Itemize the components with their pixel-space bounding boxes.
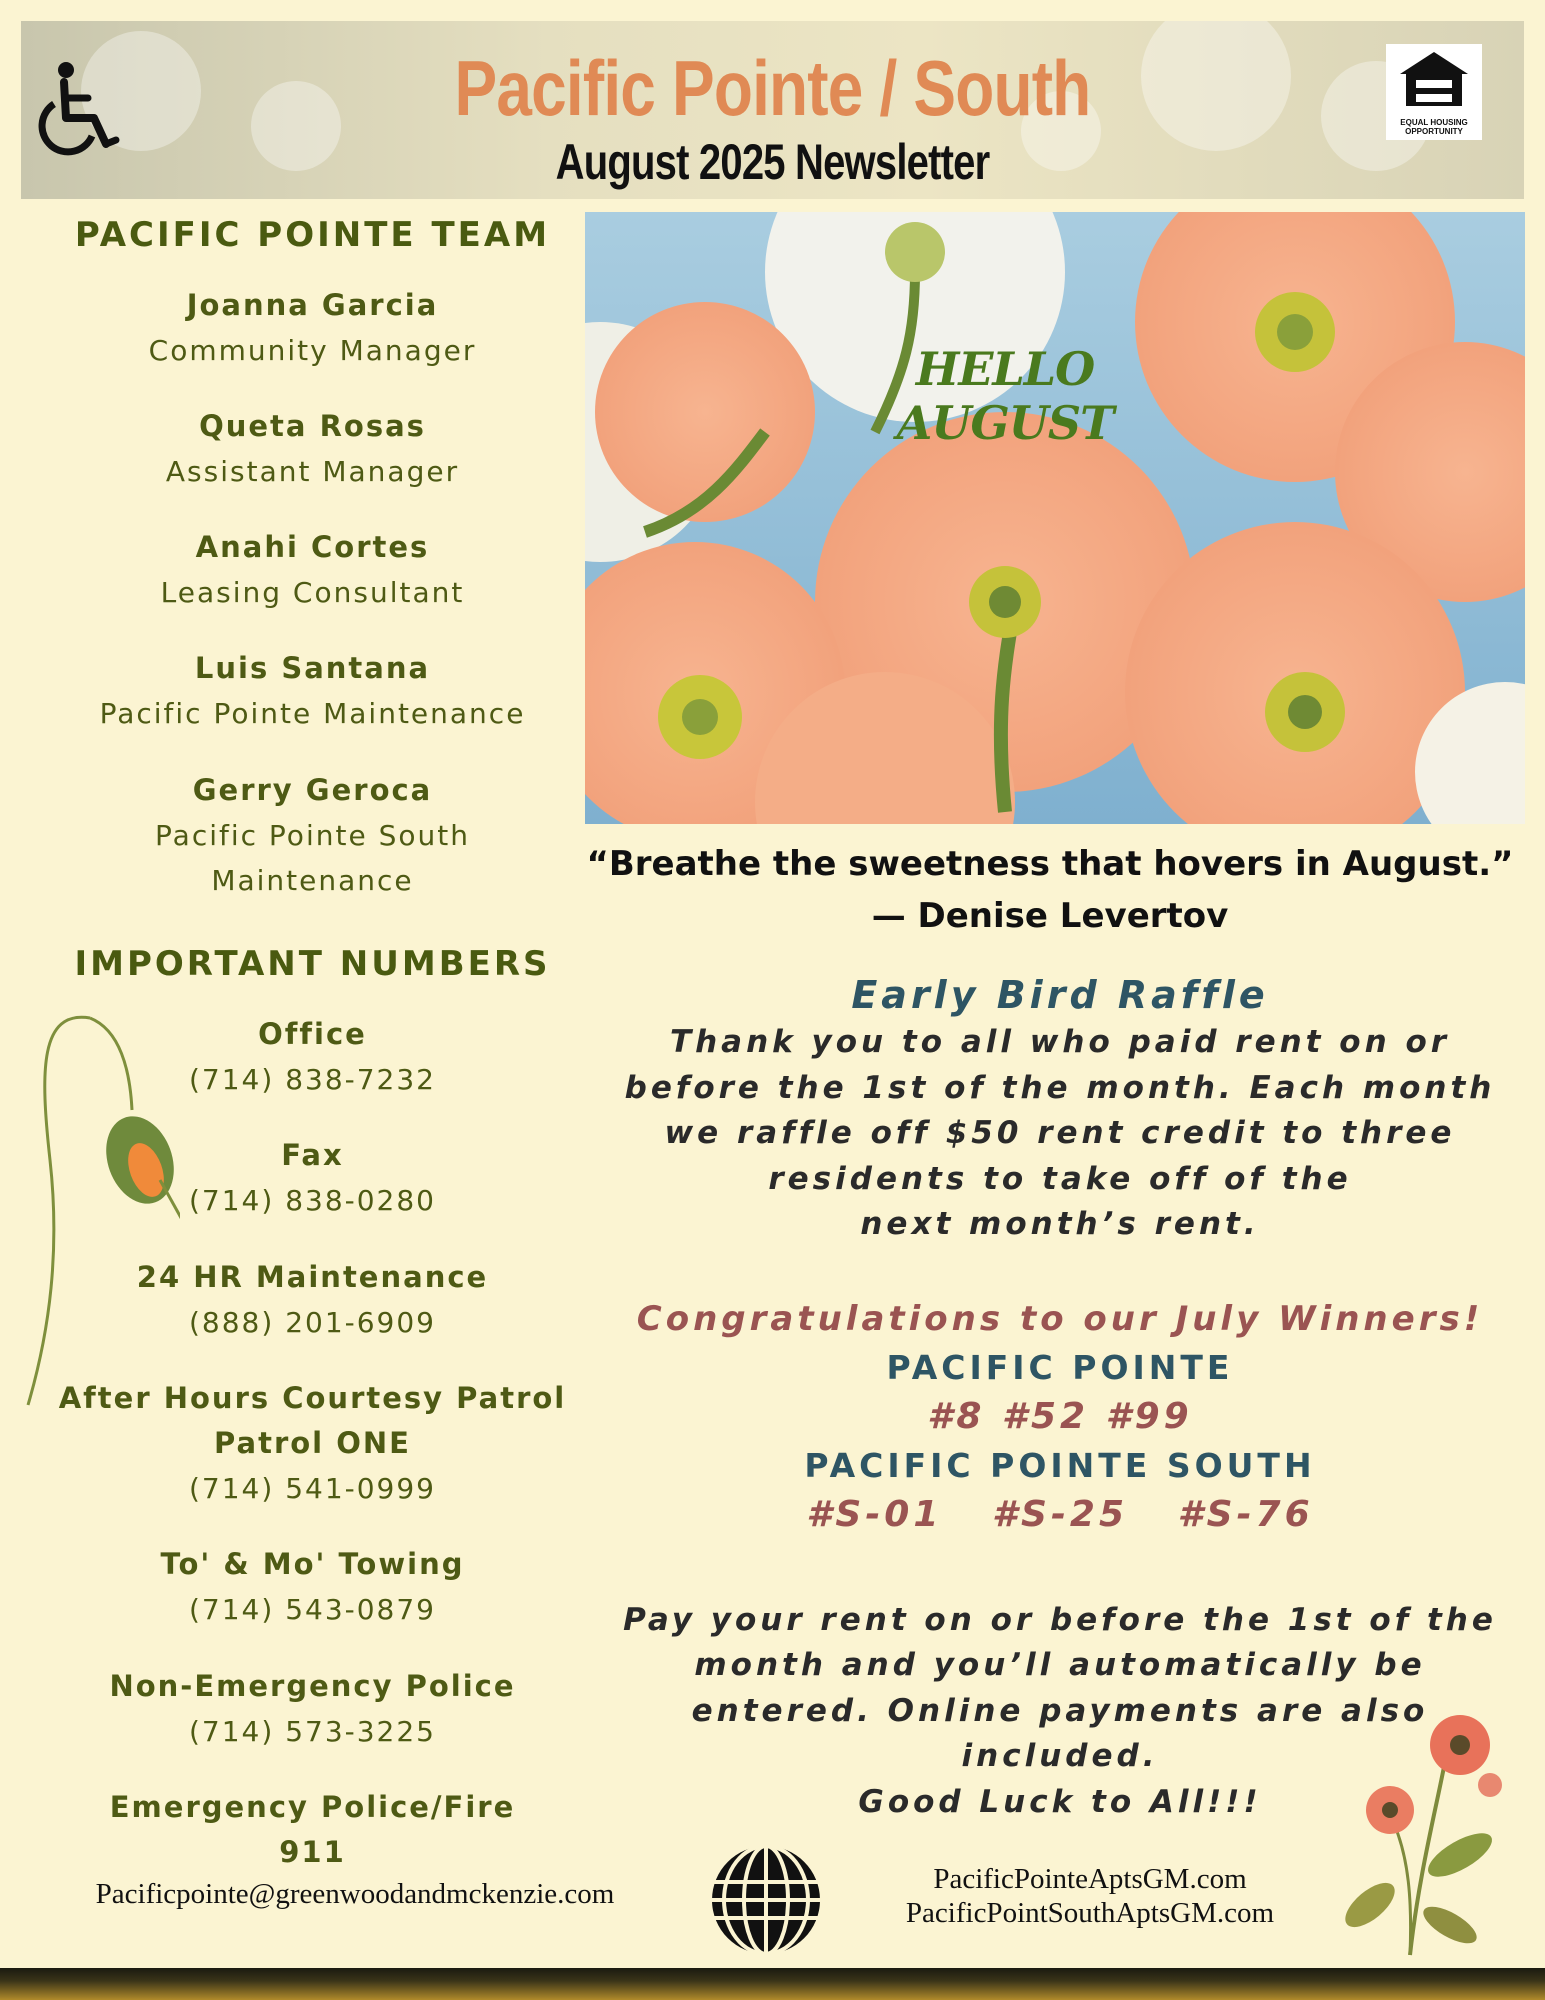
number-label: Emergency Police/Fire <box>109 1790 516 1824</box>
numbers-title: IMPORTANT NUMBERS <box>74 944 551 984</box>
raffle-closing-line: Pay your rent on or before the 1st of the <box>623 1601 1497 1638</box>
header-banner <box>21 21 1524 199</box>
website-link[interactable]: PacificPointSouthAptsGM.com <box>905 1897 1275 1929</box>
member-role: Maintenance <box>211 864 414 897</box>
phone-number[interactable]: (714) 543-0879 <box>189 1593 436 1626</box>
wheelchair-icon <box>36 60 122 160</box>
number-label: Patrol ONE <box>214 1426 411 1460</box>
number-label: Non-Emergency Police <box>109 1669 516 1703</box>
raffle-closing-line: month and you’ll automatically be <box>694 1647 1426 1683</box>
number-label: 24 HR Maintenance <box>136 1260 489 1294</box>
phone-number[interactable]: 911 <box>279 1835 346 1869</box>
raffle-body-line: residents to take off of the <box>768 1160 1352 1197</box>
number-entry <box>40 1785 585 1875</box>
raffle-closing-line: Good Luck to All!!! <box>858 1783 1262 1820</box>
newsletter-title: Pacific Pointe / South <box>454 44 1091 132</box>
raffle-closing-line: included. <box>961 1738 1159 1774</box>
raffle-body <box>600 1020 1520 1248</box>
winner-numbers: #S-01 #S-25 #S-76 <box>806 1493 1314 1535</box>
member-name: Luis Santana <box>194 651 431 685</box>
property-name: PACIFIC POINTE <box>886 1347 1234 1387</box>
member-role: Pacific Pointe Maintenance <box>99 697 526 730</box>
phone-number[interactable]: (714) 838-0280 <box>189 1184 436 1217</box>
team-member <box>40 283 585 373</box>
phone-number[interactable]: (714) 541-0999 <box>189 1472 436 1505</box>
member-role: Leasing Consultant <box>160 576 465 609</box>
number-label: After Hours Courtesy Patrol <box>58 1381 567 1415</box>
poppies-photo <box>585 212 1525 824</box>
footer-bar <box>0 1968 1545 2000</box>
member-name: Gerry Geroca <box>192 773 433 807</box>
property-name: PACIFIC POINTE SOUTH <box>804 1445 1316 1485</box>
team-member <box>40 768 585 903</box>
number-entry <box>40 1664 585 1754</box>
member-name: Anahi Cortes <box>195 530 430 564</box>
phone-number[interactable]: (714) 838-7232 <box>189 1063 436 1096</box>
red-poppies-illustration <box>1340 1705 1520 1960</box>
team-member <box>40 525 585 615</box>
member-role: Community Manager <box>148 334 477 367</box>
number-label: Fax <box>281 1138 344 1172</box>
member-role: Pacific Pointe South <box>155 819 470 852</box>
raffle-closing-line: entered. Online payments are also <box>691 1692 1429 1729</box>
quote-block <box>570 838 1530 942</box>
quote-author: — Denise Levertov <box>871 896 1229 936</box>
globe-icon <box>708 1842 824 1958</box>
team-member <box>40 404 585 494</box>
phone-number[interactable]: (714) 573-3225 <box>189 1715 436 1748</box>
member-name: Joanna Garcia <box>186 288 439 322</box>
winner-numbers: #8 #52 #99 <box>927 1395 1193 1437</box>
equal-housing-label: EQUAL HOUSING OPPORTUNITY <box>1400 118 1468 136</box>
raffle-body-line: Thank you to all who paid rent on or <box>669 1024 1451 1060</box>
team-title: PACIFIC POINTE TEAM <box>74 215 551 255</box>
newsletter-subtitle: August 2025 Newsletter <box>555 134 990 190</box>
hello-august-caption: HELLO AUGUST <box>896 342 1114 450</box>
equal-housing-icon <box>1386 44 1482 140</box>
member-name: Queta Rosas <box>199 409 426 443</box>
number-entry <box>40 1542 585 1632</box>
raffle-section <box>600 970 1520 1825</box>
website-link[interactable]: PacificPointeAptsGM.com <box>933 1863 1247 1895</box>
team-member <box>40 646 585 736</box>
poppy-bud-illustration <box>20 1010 180 1410</box>
quote-text: “Breathe the sweetness that hovers in August.” <box>586 844 1514 884</box>
raffle-body-line: we raffle off $50 rent credit to three <box>664 1115 1456 1151</box>
phone-number[interactable]: (888) 201-6909 <box>189 1306 436 1339</box>
member-role: Assistant Manager <box>165 455 460 488</box>
winners-heading: Congratulations to our July Winners! <box>636 1298 1484 1339</box>
raffle-title: Early Bird Raffle <box>851 973 1269 1017</box>
contact-email[interactable]: Pacificpointe@greenwoodandmckenzie.com <box>95 1878 615 1910</box>
raffle-body-line: before the 1st of the month. Each month <box>624 1069 1496 1106</box>
number-label: Office <box>258 1017 367 1051</box>
raffle-body-line: next month’s rent. <box>860 1206 1260 1242</box>
number-label: To' & Mo' Towing <box>160 1547 465 1581</box>
websites <box>840 1862 1340 1930</box>
